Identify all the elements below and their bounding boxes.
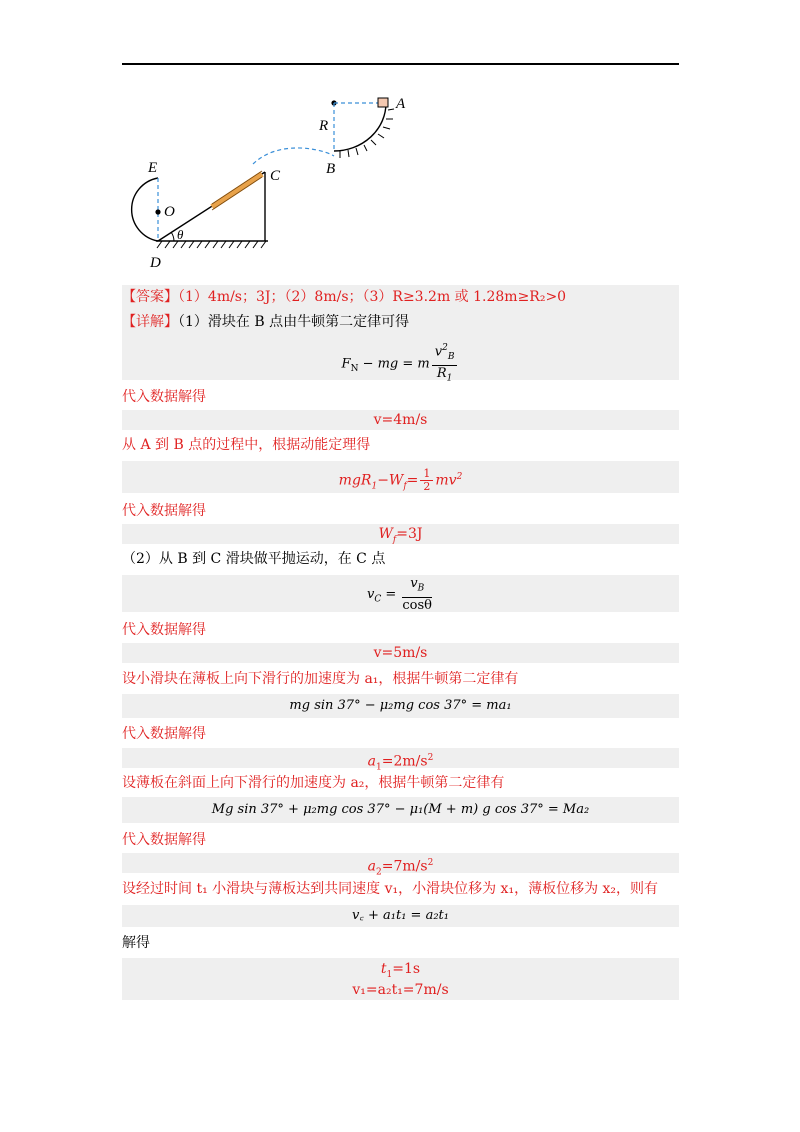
trajectory-dashed [253,148,334,164]
eq10: $a_2=7m/s^2$ [367,858,434,878]
slider-block [378,98,388,107]
label-b: B [326,161,336,177]
detail-intro: （1）滑块在 B 点由牛顿第二定律可得 [178,314,410,330]
eq1: $F_N$ − mg = m $\frac{v^2_B}{R_1}$ [122,341,679,377]
arc-hatch [340,109,394,158]
angle-arc [171,232,174,241]
slider-accel: 设小滑块在薄板上向下滑行的加速度为 a₁，根据牛顿第二定律有 [122,671,519,687]
eq8: $a_1=2m/s^2$ [367,753,434,773]
top-rule [122,63,679,65]
detail-tag: 【详解】 [122,314,178,330]
label-d: D [150,255,161,271]
eq6: v=5m/s [373,645,428,661]
eq4: $W_f=3J$ [378,526,423,545]
common-speed: 设经过时间 t₁ 小滑块与薄板达到共同速度 v₁，小滑块位移为 x₁，薄板位移为 x₂，则有 [122,881,659,897]
eq2: v=4m/s [373,412,428,428]
label-o: O [164,204,175,220]
eq13: v₁=a₂t₁=7m/s [352,982,449,998]
label-theta: θ [177,227,184,242]
physics-diagram [110,88,430,273]
answer-tag: 【答案】 [122,289,178,305]
label-c: C [270,168,281,184]
answer-line [122,287,679,307]
label-r: R [319,118,329,134]
semicircle-track [132,178,158,241]
part2: （2）从 B 到 C 滑块做平抛运动，在 C 点 [122,551,386,567]
board-accel: 设薄板在斜面上向下滑行的加速度为 a₂，根据牛顿第二定律有 [122,775,505,791]
substitute-3: 代入数据解得 [122,622,206,638]
ground-hatch [156,241,268,248]
substitute-4: 代入数据解得 [122,726,206,742]
eq5: $v_C$ = $\frac{v_B}{\cos\theta}$ [366,576,433,613]
eq12: $t_1=1s$ [380,961,421,980]
label-e: E [148,160,158,176]
eq3: $mgR_1-W_f=$ $\frac{1}{2}$ $mv^2$ [338,467,463,494]
eq11: v꜀ + a₁t₁ = a₂t₁ [352,908,449,923]
quarter-arc-track [334,103,386,151]
solve: 解得 [122,935,150,951]
substitute-5: 代入数据解得 [122,832,206,848]
from-a-to-b: 从 A 到 B 点的过程中，根据动能定理得 [122,437,371,453]
substitute-1: 代入数据解得 [122,389,206,405]
board [212,174,262,207]
substitute-2: 代入数据解得 [122,503,206,519]
answer-text: （1）4m/s；3J；（2）8m/s；（3）R≥3.2m 或 1.28m≥R₂>0 [178,289,567,305]
eq7: mg sin 37° − μ₂mg cos 37° = ma₁ [289,698,512,713]
detail-line [122,312,679,332]
center-o-dot [155,209,160,214]
label-a: A [396,96,406,112]
eq9: Mg sin 37° + μ₂mg cos 37° − μ₁(M + m) g cos 37° = Ma₂ [211,802,590,817]
